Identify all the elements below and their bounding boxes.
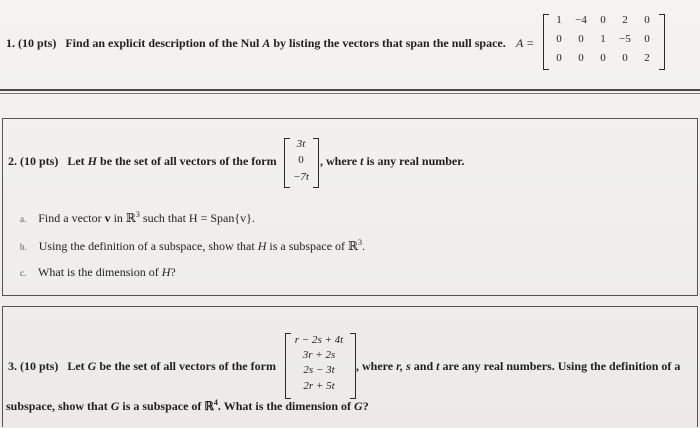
- q2-var-h: H: [87, 154, 98, 168]
- matrix-cell: 0: [644, 14, 650, 26]
- matrix-cell: 1: [556, 14, 562, 26]
- q3-var-g: G: [87, 359, 97, 373]
- q2-line-tail: , where t is any real number.: [320, 154, 465, 168]
- matrix-cell: 2: [644, 52, 650, 64]
- q3-line: 3. (10 pts) Let G be the set of all vectors of the form: [8, 359, 276, 373]
- q2-item-a: a. Find a vector v in ℝ$^3$ such that H = Span{v}.: [20, 210, 255, 225]
- q3-label: 3. (10 pts): [8, 359, 59, 373]
- q3-line-tail: , where r, s and t are any real numbers. Using the definition of a: [356, 359, 681, 373]
- q1-label: 1. (10 pts): [6, 36, 57, 50]
- matrix-cell: 0: [600, 14, 606, 26]
- q1-var-a: A: [262, 36, 271, 50]
- matrix-cell: 2: [622, 14, 628, 26]
- q3-vector-entry: 2s − 3t: [303, 364, 335, 376]
- q3-vector-entry: 3r + 2s: [302, 349, 336, 361]
- q1-eq-lhs: A =: [516, 36, 535, 50]
- q1-matrix: [548, 14, 660, 70]
- divider-2: [0, 93, 700, 94]
- q2-item-b: b. Using the definition of a subspace, show that H is a subspace of ℝ$^3$.: [20, 238, 366, 253]
- q2-vector-entry: 0: [298, 154, 304, 166]
- divider-1: [0, 89, 700, 91]
- matrix-cell: −5: [619, 33, 631, 45]
- q3-line-2: subspace, show that G is a subspace of ℝ$^4$. What is the dimension of G?: [6, 398, 369, 413]
- matrix-cell: 0: [556, 33, 562, 45]
- matrix-cell: 0: [644, 33, 650, 45]
- matrix-cell: 0: [578, 33, 584, 45]
- matrix-cell: −4: [575, 14, 587, 26]
- q2-vector-entry: −7t: [293, 171, 309, 183]
- q1-text-a: Find an explicit description of the Nul: [65, 36, 263, 50]
- q3-vector-entry: 2r + 5t: [303, 380, 335, 392]
- q3-vector-entry: r − 2s + 4t: [294, 334, 344, 346]
- q2-line: 2. (10 pts) Let H be the set of all vectors of the form: [8, 154, 277, 168]
- matrix-cell: 0: [622, 52, 628, 64]
- q2-vector-entry: 3t: [296, 138, 306, 150]
- q1-line: [6, 36, 506, 51]
- q2-item-c: c. What is the dimension of H?: [20, 265, 176, 279]
- matrix-cell: 0: [600, 52, 606, 64]
- q2-label: 2. (10 pts): [8, 154, 59, 168]
- q1-text-b: by listing the vectors that span the null space.: [270, 36, 506, 50]
- matrix-cell: 0: [578, 52, 584, 64]
- matrix-cell: 1: [600, 33, 606, 45]
- matrix-cell: 0: [556, 52, 562, 64]
